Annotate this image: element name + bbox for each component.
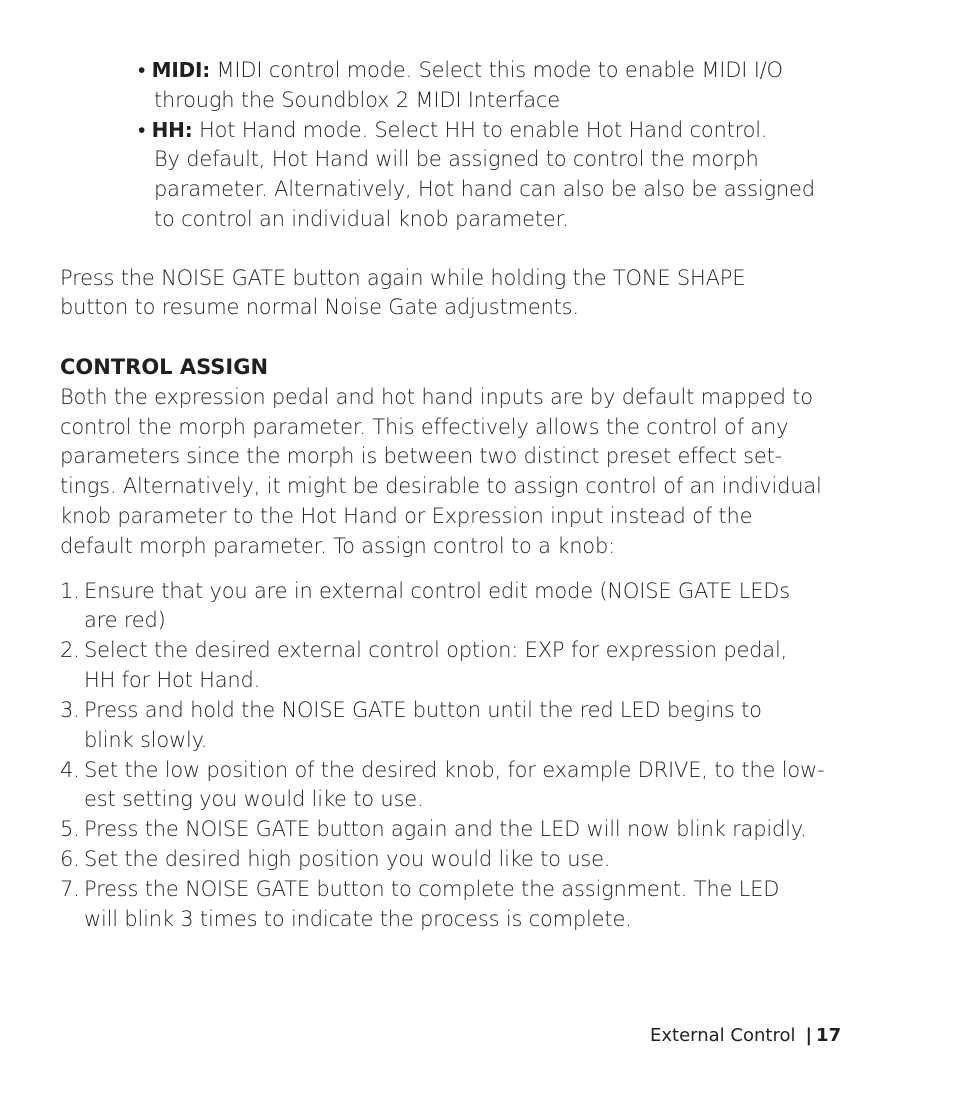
step-3-line-1: Press and hold the NOISE GATE button until the red LED begins to xyxy=(84,698,762,722)
step-2-line-2: HH for Hot Hand. xyxy=(84,668,261,692)
step-4-line-2: est setting you would like to use. xyxy=(84,787,424,811)
step-number: 3. xyxy=(60,698,80,722)
page-number: 17 xyxy=(816,1025,842,1046)
bullet-dot: • xyxy=(138,58,146,82)
section-paragraph-line-2: control the morph parameter. This effectively allows the control of any xyxy=(60,415,789,439)
step-7-line-1: Press the NOISE GATE button to complete the assignment. The LED xyxy=(84,877,780,901)
bullet-hh-line-2: By default, Hot Hand will be assigned to control the morph xyxy=(154,147,759,171)
bullet-hh-line-3: parameter. Alternatively, Hot hand can also be also be assigned xyxy=(154,177,815,201)
bullet-midi-continuation: through the Soundblox 2 MIDI Interface xyxy=(154,88,561,112)
step-5-line-1: Press the NOISE GATE button again and the LED will now blink rapidly. xyxy=(84,817,807,841)
section-paragraph-line-6: default morph parameter. To assign control to a knob: xyxy=(60,534,615,558)
bullet-hh-line-4: to control an individual knob parameter. xyxy=(154,207,569,231)
step-number: 1. xyxy=(60,579,80,603)
step-number: 4. xyxy=(60,758,80,782)
bullet-term-hh: HH: xyxy=(151,118,193,142)
step-4-line-1: Set the low position of the desired knob, for example DRIVE, to the low- xyxy=(84,758,825,782)
footer-section-title: External Control xyxy=(650,1025,796,1046)
step-3-line-2: blink slowly. xyxy=(84,728,208,752)
bullet-midi-text: MIDI control mode. Select this mode to enable MIDI I/O xyxy=(216,58,783,82)
step-6-line-1: Set the desired high position you would like to use. xyxy=(84,847,611,871)
bullet-hh xyxy=(138,115,767,145)
section-paragraph-line-4: tings. Alternatively, it might be desirable to assign control of an individual xyxy=(60,474,822,498)
resume-paragraph-line-2: button to resume normal Noise Gate adjustments. xyxy=(60,295,579,319)
step-7-line-2: will blink 3 times to indicate the process is complete. xyxy=(84,907,632,931)
step-number: 5. xyxy=(60,817,80,841)
step-number: 2. xyxy=(60,638,80,662)
step-number: 7. xyxy=(60,877,80,901)
step-2-line-1: Select the desired external control option: EXP for expression pedal, xyxy=(84,638,788,662)
step-number: 6. xyxy=(60,847,80,871)
footer-separator: | xyxy=(805,1025,813,1046)
bullet-midi xyxy=(138,55,783,85)
bullet-term-midi: MIDI: xyxy=(151,58,211,82)
bullet-hh-text: Hot Hand mode. Select HH to enable Hot Hand control. xyxy=(199,118,768,142)
page-footer xyxy=(650,1024,841,1048)
section-heading: CONTROL ASSIGN xyxy=(60,355,269,379)
section-paragraph-line-3: parameters since the morph is between two distinct preset effect set- xyxy=(60,444,783,468)
step-1-line-2: are red) xyxy=(84,608,166,632)
resume-paragraph-line-1: Press the NOISE GATE button again while holding the TONE SHAPE xyxy=(60,266,746,290)
section-paragraph-line-5: knob parameter to the Hot Hand or Expression input instead of the xyxy=(60,504,753,528)
section-paragraph-line-1: Both the expression pedal and hot hand inputs are by default mapped to xyxy=(60,385,813,409)
step-1-line-1: Ensure that you are in external control edit mode (NOISE GATE LEDs xyxy=(84,579,790,603)
bullet-dot: • xyxy=(138,118,146,142)
